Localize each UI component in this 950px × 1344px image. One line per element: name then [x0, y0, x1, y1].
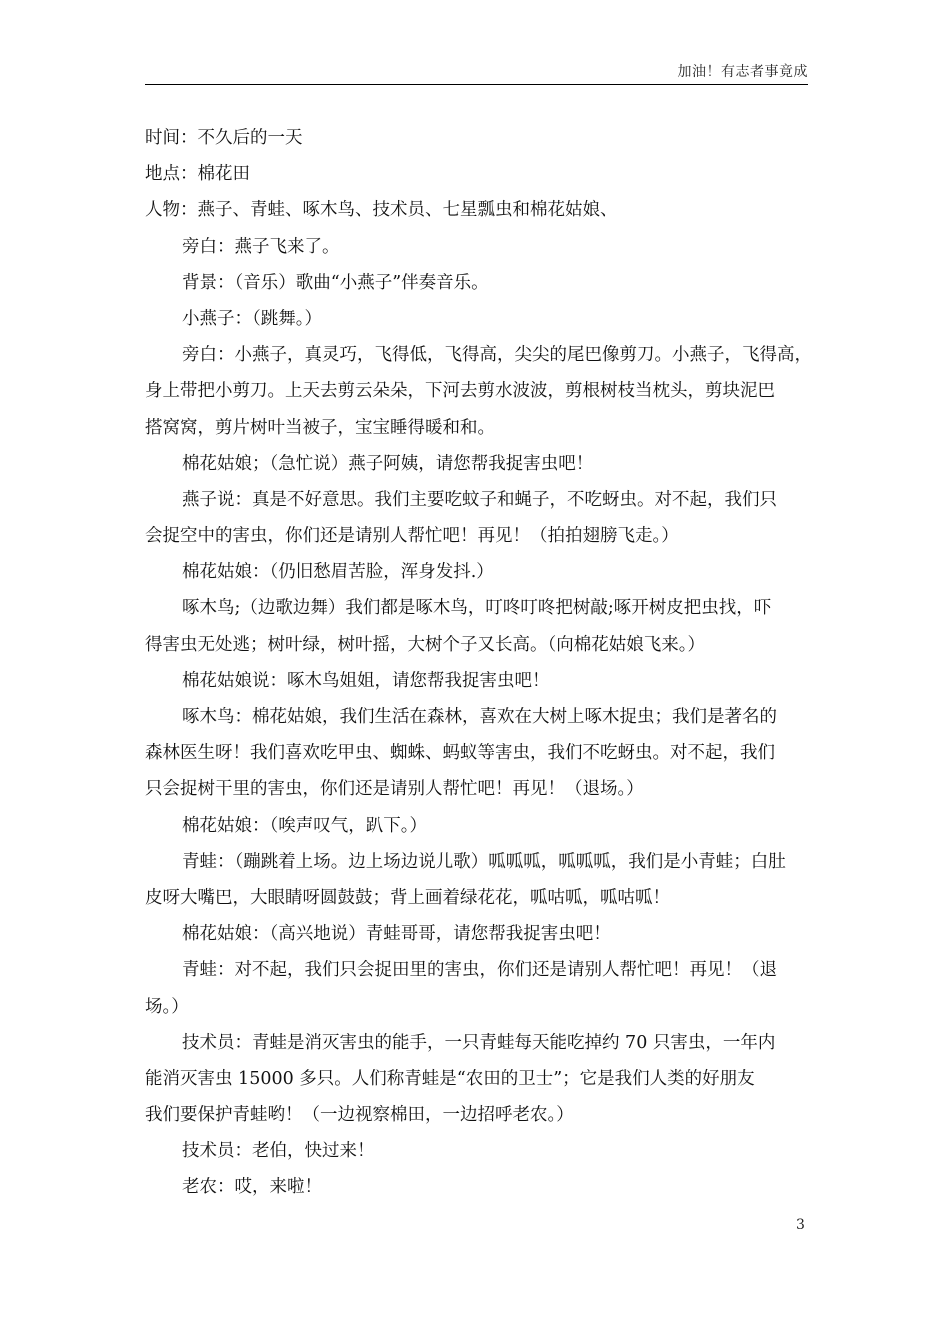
- text-line: 棉花姑娘：（仍旧愁眉苦脸，浑身发抖.）: [182, 562, 494, 583]
- text-line: 旁白：燕子飞来了。: [182, 236, 340, 257]
- text-line: 啄木鸟;（边歌边舞）我们都是啄木鸟，叮咚叮咚把树敲;啄开树皮把虫找，吓: [182, 598, 772, 619]
- text-line: 旁白：小燕子，真灵巧，飞得低，飞得高，尖尖的尾巴像剪刀。小燕子，飞得高，: [182, 345, 812, 366]
- text-line: 时间：不久后的一天: [145, 128, 303, 148]
- text-line: 棉花姑娘：（高兴地说）青蛙哥哥，请您帮我捉害虫吧！: [182, 924, 611, 945]
- text-line: 搭窝窝，剪片树叶当被子，宝宝睡得暖和和。: [145, 417, 495, 438]
- text-line: 身上带把小剪刀。上天去剪云朵朵，下河去剪水波波，剪根树枝当枕头，剪块泥巴: [145, 381, 775, 402]
- document-body: [145, 120, 828, 1206]
- text-line: 小燕子：（跳舞。）: [182, 308, 322, 329]
- text-line: 场。）: [145, 996, 189, 1017]
- text-line: 啄木鸟：棉花姑娘，我们生活在森林，喜欢在大树上啄木捉虫；我们是著名的: [182, 707, 777, 727]
- text-line: 技术员：老伯，快过来！: [182, 1141, 375, 1162]
- text-line: 青蛙：（蹦跳着上场。边上场边说儿歌）呱呱呱，呱呱呱，我们是小青蛙；白肚: [182, 851, 786, 872]
- text-line: 森林医生呀！我们喜欢吃甲虫、蜘蛛、蚂蚁等害虫，我们不吃蚜虫。对不起，我们: [145, 743, 775, 764]
- text-line: 我们要保护青蛙哟！（一边视察棉田，一边招呼老农。）: [145, 1105, 574, 1126]
- text-line: 青蛙：对不起，我们只会捉田里的害虫，你们还是请别人帮忙吧！再见！（退: [182, 960, 777, 981]
- text-line: 棉花姑娘：（唉声叹气，趴下。）: [182, 815, 427, 836]
- text-line: 老农：哎，来啦！: [182, 1177, 322, 1198]
- text-line: 地点：棉花田: [145, 164, 250, 185]
- text-line: 人物：燕子、青蛙、啄木鸟、技术员、七星瓢虫和棉花姑娘、: [145, 200, 618, 221]
- page-number: 3: [796, 1217, 805, 1233]
- text-line: 技术员：青蛙是消灭害虫的能手，一只青蛙每天能吃掉约 70 只害虫，一年内: [182, 1032, 776, 1053]
- text-line: 燕子说：真是不好意思。我们主要吃蚊子和蝇子，不吃蚜虫。对不起，我们只: [182, 489, 777, 510]
- text-line: 只会捉树干里的害虫，你们还是请别人帮忙吧！再见！（退场。）: [145, 779, 644, 800]
- text-line: 背景：（音乐）歌曲“小燕子”伴奏音乐。: [182, 272, 489, 293]
- text-line: 会捉空中的害虫，你们还是请别人帮忙吧！再见！（拍拍翅膀飞走。）: [145, 526, 679, 547]
- text-line: 能消灭害虫 15000 多只。人们称青蛙是“农田的卫士”；它是我们人类的好朋友: [145, 1068, 755, 1089]
- text-line: 得害虫无处逃；树叶绿，树叶摇，大树个子又长高。（向棉花姑娘飞来。）: [145, 634, 705, 655]
- header-motto: 加油！有志者事竟成: [677, 64, 808, 80]
- text-line: 皮呀大嘴巴，大眼睛呀圆鼓鼓；背上画着绿花花，呱咕呱，呱咕呱！: [145, 887, 670, 908]
- text-line: 棉花姑娘说：啄木鸟姐姐，请您帮我捉害虫吧！: [182, 670, 550, 691]
- page-header: [145, 62, 808, 85]
- text-line: 棉花姑娘；（急忙说）燕子阿姨，请您帮我捉害虫吧！: [182, 453, 594, 474]
